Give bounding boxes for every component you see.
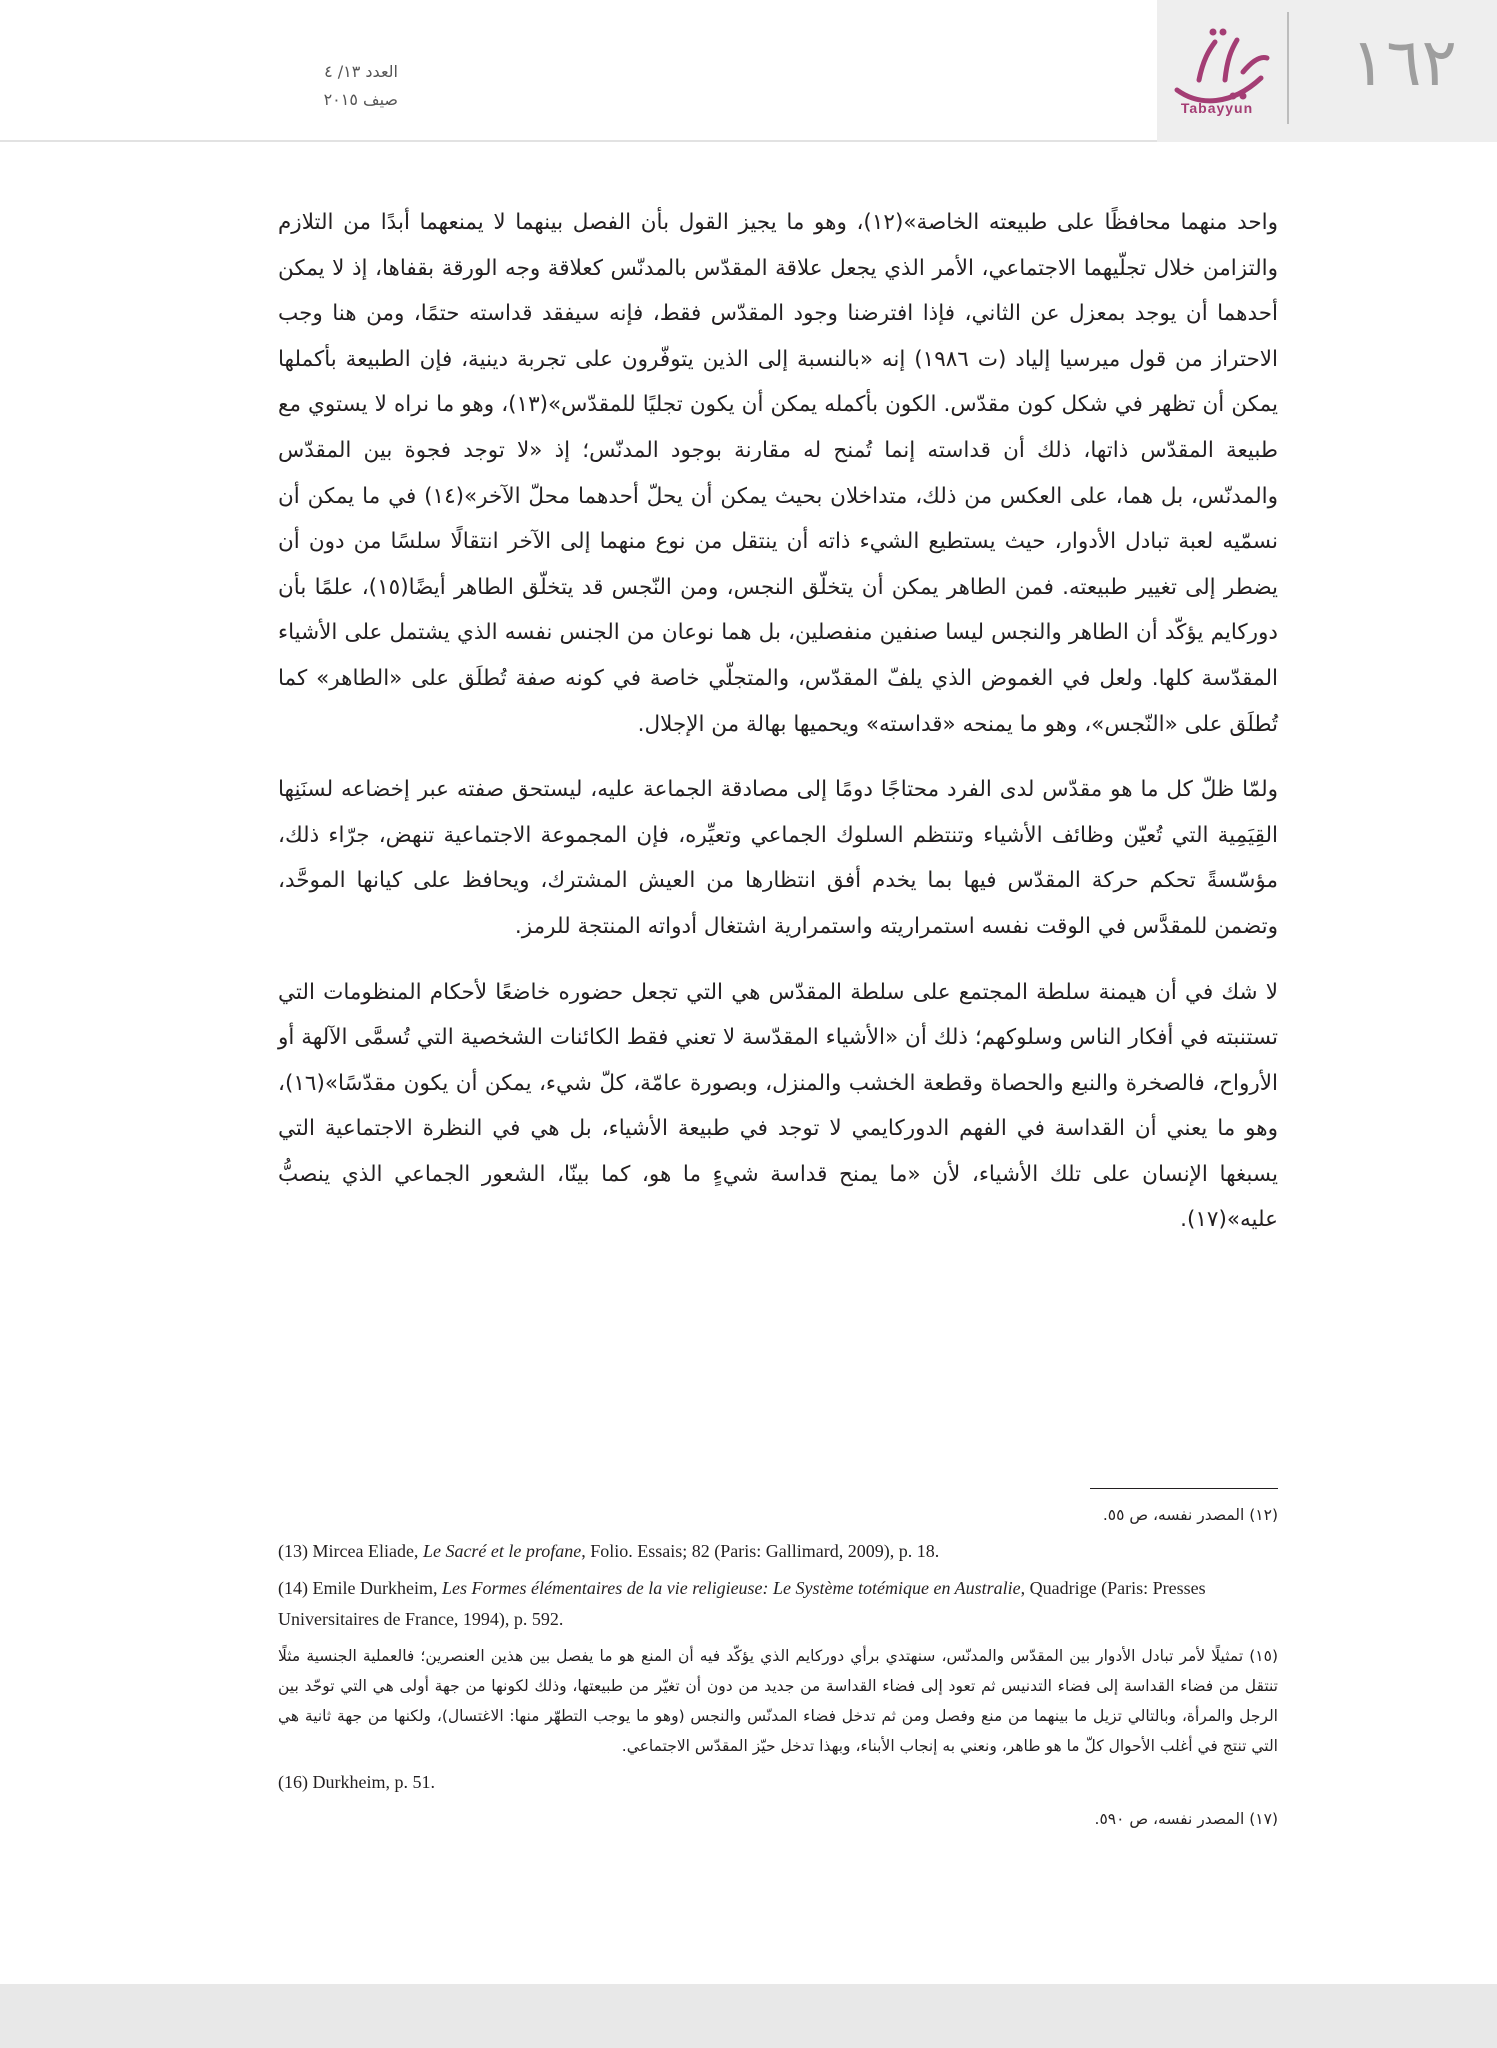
footnote-17: (١٧) المصدر نفسه، ص ٥٩٠. [1094, 1810, 1278, 1828]
footnote-15: (١٥) تمثيلًا لأمر تبادل الأدوار بين المقدّس والمدنّس، سنهتدي برأي دوركايم الذي يؤكّد فيه أن المنع هو ما يفصل بين هذين العنصرين؛ فالعملية الجنسية مثلًا تنتقل من فضاء القداسة إلى فضاء التدنيس ثم تعود إلى فضاء القداسة من جديد من دون أن تغيّر من طبيعتها، وذلك لكونها من جهة أولى هي التي توحّد بين الرجل والمرأة، وبالتالي تزيل ما بينهما من منع وفصل ومن ثم تدخل فضاء المدنّس والنجس (وهو ما يوجب التطهّر منها: الاغتسال)، ولكنها من جهة ثانية هي التي تنتج في أغلب الأحوال كلّ ما هو طاهر، ونعني به إنجاب الأبناء، وبهذا تدخل حيّز المقدّس الاجتماعي. [278, 1647, 1278, 1755]
logo-wordmark: Tabayyun [1180, 100, 1254, 116]
issue-season: صيف ٢٠١٥ [323, 90, 398, 109]
footnote-13-author: (13) Mircea Eliade, [278, 1541, 423, 1561]
footnote-13-details: , Folio. Essais; 82 (Paris: Gallimard, 2009), p. 18. [581, 1541, 940, 1561]
issue-info [278, 58, 398, 114]
footnote-divider [1090, 1488, 1278, 1489]
footnote-14 [278, 1573, 1278, 1635]
paragraph-1: واحد منهما محافظًا على طبيعته الخاصة»(١٢)، وهو ما يجيز القول بأن الفصل بينهما لا يمنعهما أبدًا من التلازم والتزامن خلال تجلّيهما الاجتماعي، الأمر الذي يجعل علاقة المقدّس بالمدنّس كعلاقة وجه الورقة بقفاها، إذ لا يمكن أحدهما أن يوجد بمعزل عن الثاني، فإذا افترضنا وجود المقدّس فقط، فإنه سيفقد قداسته حتمًا، ومن هنا وجب الاحتراز من قول ميرسيا إلياد (ت ١٩٨٦) إنه «بالنسبة إلى الذين يتوفّرون على تجربة دينية، فإن الطبيعة بأكملها يمكن أن تظهر في شكل كون مقدّس. الكون بأكمله يمكن أن يكون تجليًا للمقدّس»(١٣)، وهو ما نراه لا يستوي مع طبيعة المقدّس ذاتها، ذلك أن قداسته إنما تُمنح له مقارنة بوجود المدنّس؛ إذ «لا توجد فجوة بين المقدّس والمدنّس، بل هما، على العكس من ذلك، متداخلان بحيث يمكن أن يحلّ أحدهما محلّ الآخر»(١٤) في ما يمكن أن نسمّيه لعبة تبادل الأدوار، حيث يستطيع الشيء ذاته أن ينتقل من نوع منهما إلى الآخر انتقالًا سلسًا من دون أن يضطر إلى تغيير طبيعته. فمن الطاهر يمكن أن يتخلّق النجس، ومن النّجس قد يتخلّق الطاهر أيضًا(١٥)، علمًا بأن دوركايم يؤكّد أن الطاهر والنجس ليسا صنفين منفصلين، بل هما نوعان من الجنس نفسه الذي يشتمل على الأشياء المقدّسة كلها. ولعل في الغموض الذي يلفّ المقدّس، والمتجلّي خاصة في كونه صفة تُطلَق على «الطاهر» كما تُطلَق على «النّجس»، وهو ما يمنحه «قداسته» ويحميها بهالة من الإجلال. [278, 210, 1279, 737]
logo-panel [1157, 0, 1497, 142]
footnote-14-author: (14) Emile Durkheim, [278, 1578, 442, 1598]
footnote-16: (16) Durkheim, p. 51. [278, 1772, 435, 1792]
footnote-14-title: Les Formes élémentaires de la vie religieuse: Le Système totémique en Australie [441, 1578, 1021, 1598]
tabayyun-logo-icon [1169, 20, 1273, 112]
issue-number: العدد ١٣/ ٤ [324, 62, 398, 81]
article-body [278, 200, 1278, 1263]
footnote-13-title: Le Sacré et le profane [422, 1541, 582, 1561]
header-card [0, 0, 1320, 142]
footnote-14-details: , Quadrige (Paris: Presses Universitaires de France, 1994), p. 592. [278, 1578, 1206, 1629]
footnote-12: (١٢) المصدر نفسه، ص ٥٥. [1102, 1506, 1278, 1524]
footnote-13 [278, 1536, 1278, 1567]
paragraph-2: ولمّا ظلّ كل ما هو مقدّس لدى الفرد محتاجًا دومًا إلى مصادقة الجماعة عليه، ليستحق صفته عبر إخضاعه لسنَنِها القِيَمِية التي تُعيّن وظائف الأشياء وتنتظم السلوك الجماعي وتعيِّره، فإن المجموعة الاجتماعية تنهض، جرّاء ذلك، مؤسّسةً تحكم حركة المقدّس فيها بما يخدم أفق انتظارها من العيش المشترك، ويحافظ على كيانها الموحَّد، وتضمن للمقدَّس في الوقت نفسه استمراريته واستمرارية اشتغال أدواته المنتجة للرمز. [278, 777, 1278, 939]
logo-separator [1287, 12, 1289, 124]
paragraph-3: لا شك في أن هيمنة سلطة المجتمع على سلطة المقدّس هي التي تجعل حضوره خاضعًا لأحكام المنظومات التي تستنبته في أفكار الناس وسلوكهم؛ ذلك أن «الأشياء المقدّسة لا تعني فقط الكائنات الشخصية التي تُسمَّى الآلهة أو الأرواح، فالصخرة والنبع والحصاة وقطعة الخشب والمنزل، وبصورة عامّة، كلّ شيء، يمكن أن يكون مقدّسًا»(١٦)، وهو ما يعني أن القداسة في الفهم الدوركايمي لا توجد في طبيعة الأشياء، بل هي في النظرة الاجتماعية التي يسبغها الإنسان على تلك الأشياء، لأن «ما يمنح قداسة شيءٍ ما هو، كما بينّا، الشعور الجماعي الذي ينصبُّ عليه»(١٧). [278, 979, 1278, 1233]
footer-band [0, 1984, 1497, 2048]
page-number: ١٦٢ [1350, 24, 1457, 101]
footnotes [278, 1500, 1278, 1840]
